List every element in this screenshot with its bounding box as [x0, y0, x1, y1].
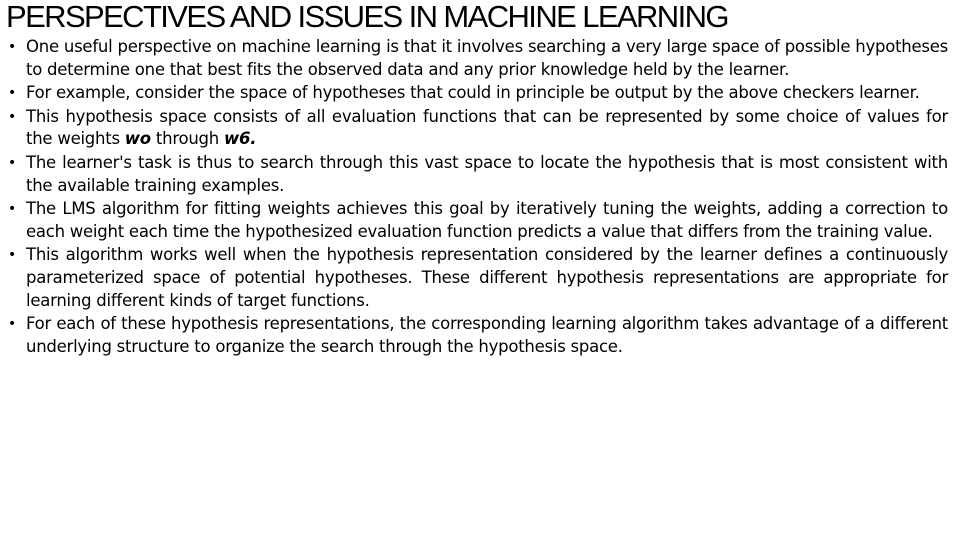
bullet-list — [8, 36, 948, 359]
bullet-dot-icon: • — [8, 85, 17, 102]
bullet-item-1 — [8, 36, 948, 82]
bullet-dot-icon: • — [8, 316, 17, 333]
weight-w6: w6. — [223, 129, 257, 149]
bullet-text: The learner's task is thus to search through this vast space to locate the hypothesis that is most consistent with the available training examples. — [26, 152, 948, 195]
bullet-text: The LMS algorithm for fitting weights achieves this goal by iteratively tuning the weights, adding a correction to each weight each time the hypothesized evaluation function predicts a value that differs from the training value. — [26, 198, 948, 241]
bullet-dot-icon: • — [8, 108, 17, 125]
bullet-text: For each of these hypothesis representations, the corresponding learning algorithm takes advantage of a different underlying structure to organize the search through the hypothesis space. — [26, 314, 948, 356]
weight-w0: wo — [124, 129, 151, 149]
bullet-text: This hypothesis space consists of all evaluation functions that can be represented by some choice of values for the weights — [26, 106, 948, 149]
bullet-item-3 — [8, 106, 948, 152]
bullet-text: For example, consider the space of hypotheses that could in principle be output by the above checkers learner. — [26, 83, 920, 103]
bullet-item-5 — [8, 198, 948, 244]
bullet-item-7 — [8, 313, 948, 359]
bullet-dot-icon: • — [8, 154, 17, 171]
bullet-dot-icon: • — [8, 39, 17, 55]
bullet-text: One useful perspective on machine learning is that it involves searching a very large space of possible hypotheses to determine one that best fits the observed data and any prior knowledge held by the learner. — [26, 37, 948, 79]
bullet-item-6 — [8, 244, 948, 312]
bullet-text: This algorithm works well when the hypothesis representation considered by the learner defines a continuously parameterized space of potential hypotheses. These different hypothesis representations are appropriate for learning different kinds of target functions. — [26, 245, 948, 310]
slide-title: PERSPECTIVES AND ISSUES IN MACHINE LEARNING — [6, 0, 728, 34]
bullet-item-4 — [8, 152, 948, 198]
bullet-dot-icon: • — [8, 200, 17, 217]
bullet-text-mid: through — [150, 129, 224, 149]
bullet-dot-icon: • — [8, 247, 17, 264]
bullet-item-2 — [8, 82, 948, 105]
